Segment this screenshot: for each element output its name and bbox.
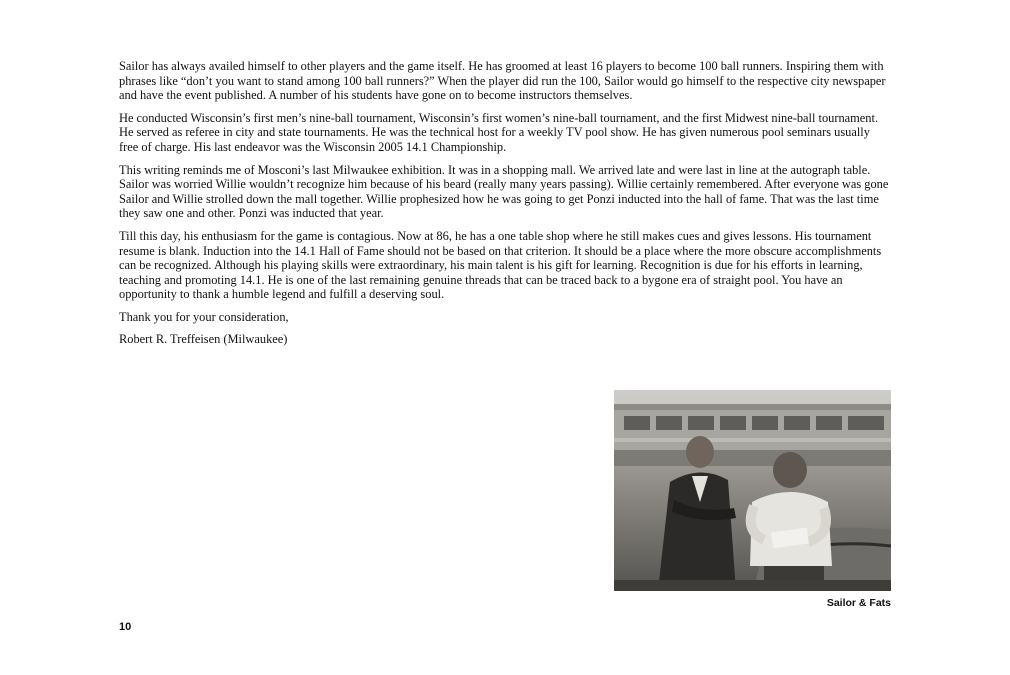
- photo-sailor-and-fats: [614, 390, 891, 591]
- paragraph-students: Sailor has always availed himself to other players and the game itself. He has groomed at least 16 players to become 100 ball runners. Inspiring them with phrases like “don’t you want to stand among 100 ball runners?” When the player did run the 100, Sailor would go himself to the respective city newspaper and have the event published. A number of his students have gone on to become instructors themselves.: [119, 59, 886, 103]
- paragraph-mosconi: This writing reminds me of Mosconi’s last Milwaukee exhibition. It was in a shopping mall. We arrived late and were last in line at the autograph table. Sailor was worried Willie wouldn’t recognize him because of his beard (really many years passing). Willie certainly remembered. After everyone was gone Sailor and Willie strolled down the mall together. Willie prophesized how he was going to get Ponzi inducted into the hall of fame. That was the last time they saw one and other. Ponzi was inducted that year.: [119, 162, 889, 221]
- paragraph-tournaments: He conducted Wisconsin’s first men’s nine-ball tournament, Wisconsin’s first women’s nine-ball tournament, and the first Midwest nine-ball tournament. He served as referee in city and state tournaments. He was the technical host for a weekly TV pool show. He has given numerous pool seminars usually free of charge. His last endeavor was the Wisconsin 2005 14.1 Championship.: [119, 110, 879, 154]
- paragraph-enthusiasm: Till this day, his enthusiasm for the game is contagious. Now at 86, he has a one table shop where he still makes cues and gives lessons. His tournament resume is blank. Induction into the 14.1 Hall of Fame should not be based on that criterion. It should be a place where the more obscure accomplishments can be recognized. Although his playing skills were extraordinary, his main talent is his gift for learning. Recognition is due for his efforts in learning, teaching and promoting 14.1. He is one of the last remaining genuine threads that can be traced back to a bygone era of straight pool. You have an opportunity to thank a humble legend and fulfill a deserving soul.: [119, 228, 882, 302]
- page-number: 10: [119, 621, 132, 633]
- closing-line: Thank you for your consideration,: [119, 309, 289, 324]
- signature-line: Robert R. Treffeisen (Milwaukee): [119, 331, 288, 346]
- photo-caption: Sailor & Fats: [826, 597, 891, 609]
- letter-body: [119, 59, 891, 353]
